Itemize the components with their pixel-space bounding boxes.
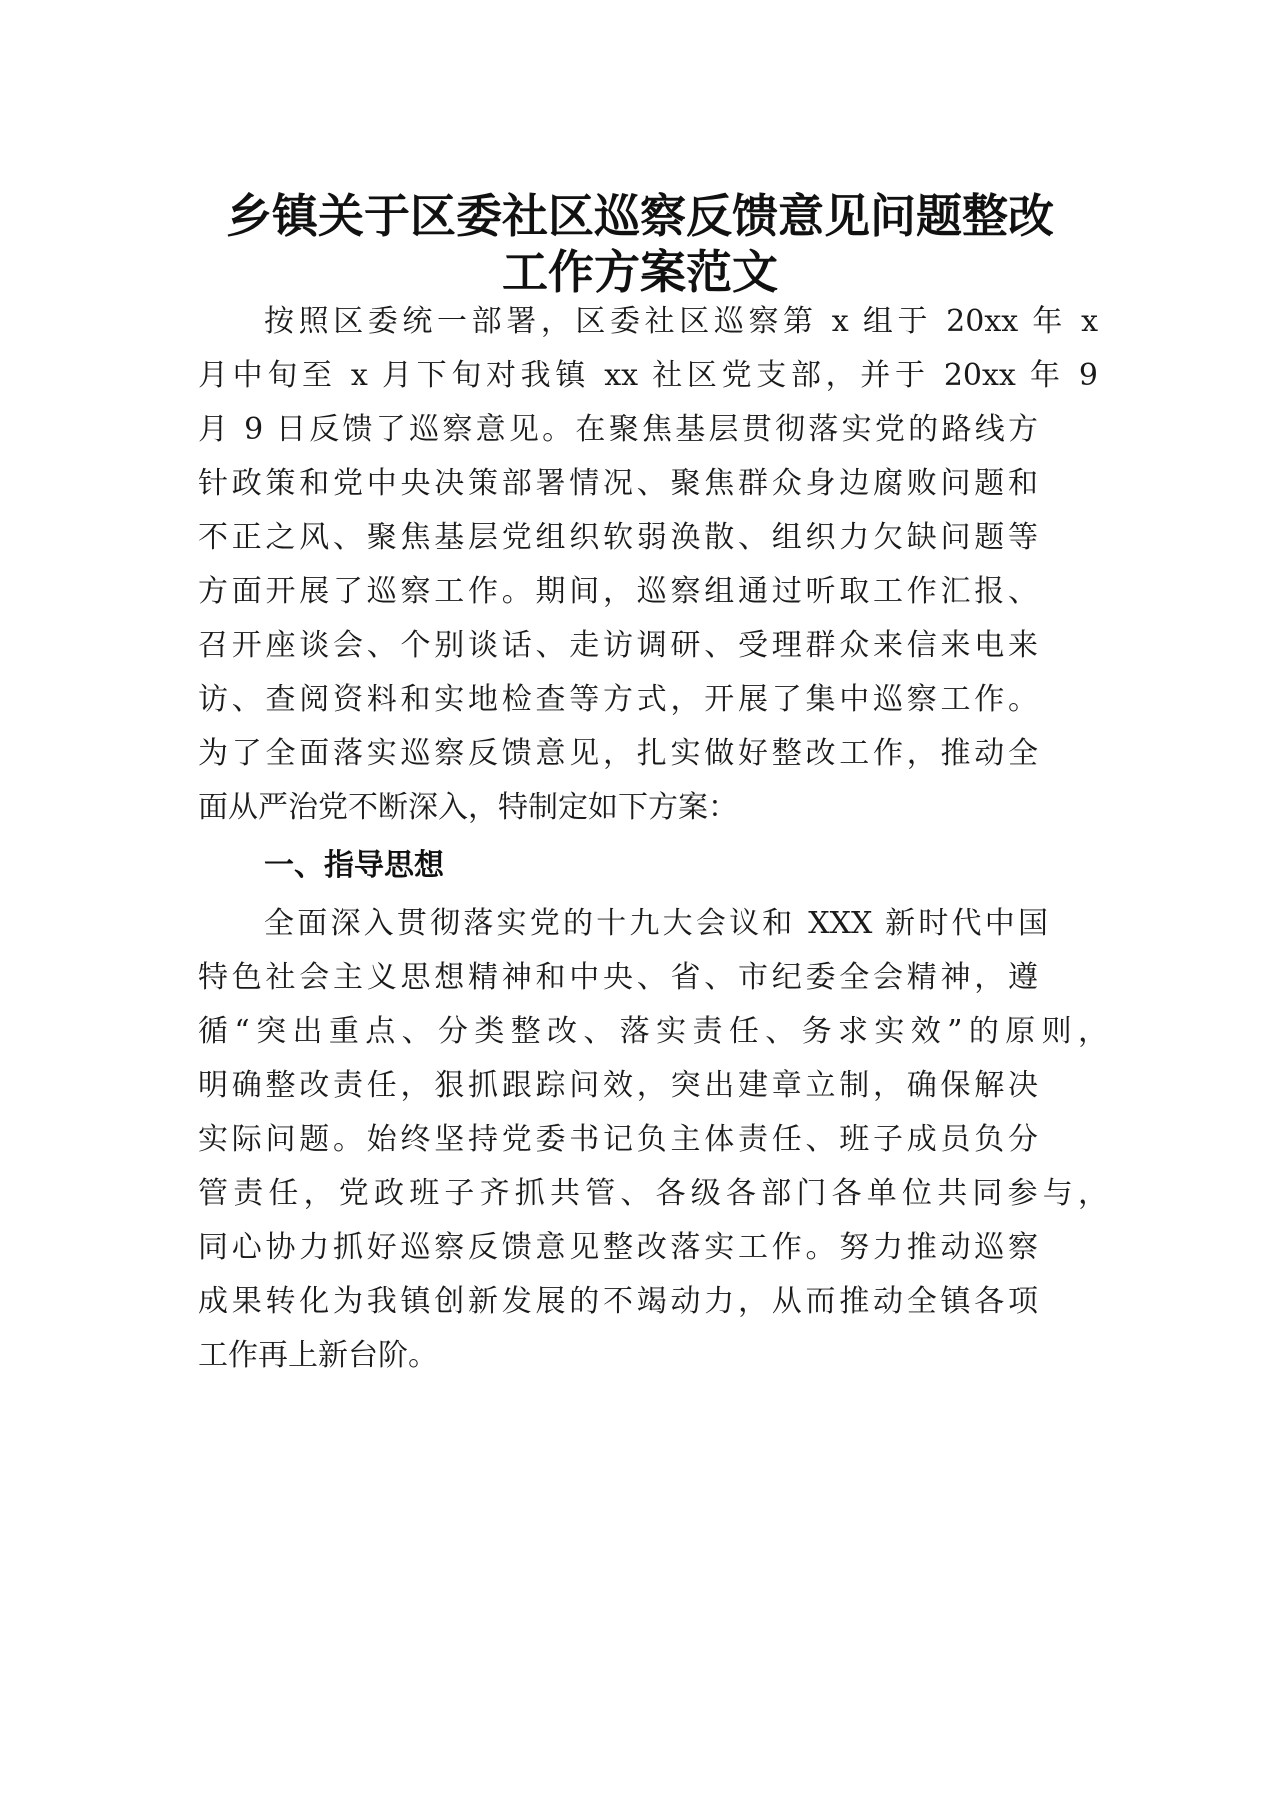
section-line: 特色社会主义思想精神和中央、省、市纪委全会精神，遵 [198, 960, 1038, 995]
intro-line: 召开座谈会、个别谈话、走访调研、受理群众来信来电来 [198, 628, 1038, 663]
section-line: 全面深入贯彻落实党的十九大会议和 XXX 新时代中国 [264, 906, 1048, 941]
intro-line: 月 9 日反馈了巡察意见。在聚焦基层贯彻落实党的路线方 [198, 412, 1038, 447]
intro-line: 方面开展了巡察工作。期间，巡察组通过听取工作汇报、 [198, 574, 1038, 609]
intro-line: 月中旬至 x 月下旬对我镇 xx 社区党支部，并于 20xx 年 9 [198, 358, 1098, 393]
section-line: 循“突出重点、分类整改、落实责任、务求实效”的原则， [198, 1014, 1108, 1049]
section-heading: 一、指导思想 [264, 848, 444, 883]
section-line: 明确整改责任，狠抓跟踪问效，突出建章立制，确保解决 [198, 1068, 1038, 1103]
section-line: 同心协力抓好巡察反馈意见整改落实工作。努力推动巡察 [198, 1230, 1038, 1265]
intro-line: 为了全面落实巡察反馈意见，扎实做好整改工作，推动全 [198, 736, 1038, 771]
section-line: 管责任，党政班子齐抓共管、各级各部门各单位共同参与， [198, 1176, 1108, 1211]
section-line: 工作再上新台阶。 [198, 1338, 438, 1373]
document-title-line-1: 乡镇关于区委社区巡察反馈意见问题整改 [226, 189, 1054, 243]
intro-line: 按照区委统一部署，区委社区巡察第 x 组于 20xx 年 x [264, 304, 1098, 339]
intro-line: 针政策和党中央决策部署情况、聚焦群众身边腐败问题和 [198, 466, 1038, 501]
intro-line: 不正之风、聚焦基层党组织软弱涣散、组织力欠缺问题等 [198, 520, 1038, 555]
section-line: 实际问题。始终坚持党委书记负主体责任、班子成员负分 [198, 1122, 1038, 1157]
intro-line: 访、查阅资料和实地检查等方式，开展了集中巡察工作。 [198, 682, 1038, 717]
section-line: 成果转化为我镇创新发展的不竭动力，从而推动全镇各项 [198, 1284, 1038, 1319]
intro-line: 面从严治党不断深入，特制定如下方案： [198, 790, 738, 825]
document-title-line-2: 工作方案范文 [502, 245, 778, 299]
